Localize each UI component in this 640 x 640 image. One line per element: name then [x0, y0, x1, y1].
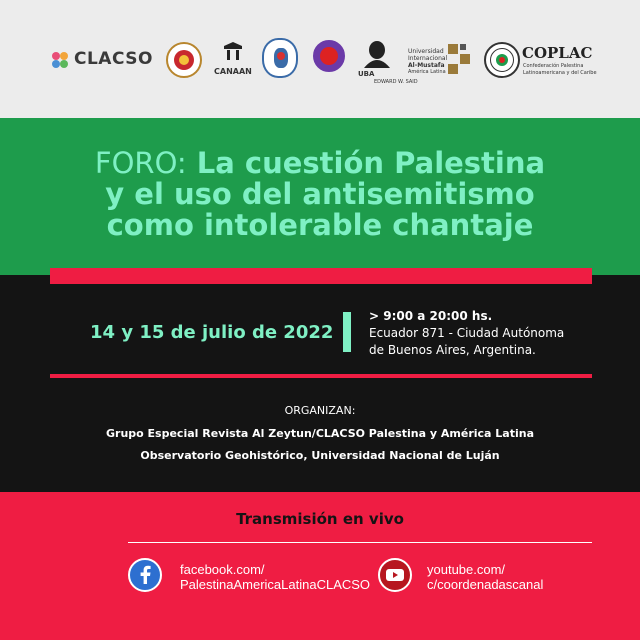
canaan-logo-text: CANAAN	[214, 67, 252, 76]
facebook-link-line-1[interactable]: facebook.com/	[180, 562, 265, 577]
university-seal-logo	[166, 42, 202, 78]
event-address-line-1: Ecuador 871 - Ciudad Autónoma	[369, 326, 565, 340]
live-stream-heading: Transmisión en vivo	[236, 510, 404, 528]
logo-bar	[0, 0, 640, 118]
al-mustafa-line-4: América Latina	[408, 69, 446, 75]
date-separator-bar	[343, 312, 351, 352]
canaan-logo-icon	[222, 42, 244, 62]
event-time: > 9:00 a 20:00 hs.	[369, 309, 493, 323]
top-red-divider	[50, 268, 592, 284]
organizer-line-1: Grupo Especial Revista Al Zeytun/CLACSO Palestina y América Latina	[105, 427, 535, 440]
organizers-heading: ORGANIZAN:	[284, 404, 356, 417]
al-mustafa-line-1: Universidad	[408, 48, 444, 55]
al-mustafa-line-2: Internacional	[408, 55, 448, 62]
bottom-red-divider	[50, 374, 592, 378]
coplac-seal-logo	[484, 42, 520, 78]
forum-label: FORO:	[94, 146, 187, 180]
edward-said-portrait-icon	[362, 40, 392, 68]
facebook-link-line-2[interactable]: PalestinaAmericaLatinaCLACSO	[180, 577, 371, 592]
coplac-logo-text: COPLAC	[522, 44, 593, 62]
youtube-icon[interactable]	[378, 558, 412, 592]
al-mustafa-logo-icon	[446, 42, 472, 76]
title-line-2: y el uso del antisemitismo	[105, 177, 535, 211]
organizer-line-2: Observatorio Geohistórico, Universidad Nacional de Luján	[140, 449, 500, 462]
clacso-logo-text: CLACSO	[74, 49, 153, 69]
youtube-link-line-2[interactable]: c/coordenadascanal	[427, 577, 544, 592]
coplac-sub-line-2: Latinoamericana y del Caribe	[523, 70, 597, 76]
forum-title	[60, 148, 580, 241]
facebook-icon[interactable]	[128, 558, 162, 592]
ch-seal-logo	[313, 40, 345, 72]
coplac-sub-line-1: Confederación Palestina	[523, 63, 584, 69]
edward-said-text: EDWARD W. SAID	[374, 79, 418, 85]
event-date: 14 y 15 de julio de 2022	[90, 322, 334, 343]
uba-logo-text: UBA	[358, 70, 375, 78]
event-address-line-2: de Buenos Aires, Argentina.	[369, 343, 536, 357]
clacso-logo-icon	[50, 50, 70, 70]
youtube-link-line-1[interactable]: youtube.com/	[427, 562, 506, 577]
stream-divider	[128, 542, 592, 543]
title-line-1: La cuestión Palestina	[196, 146, 546, 180]
palestine-emblem-logo	[262, 38, 298, 78]
al-mustafa-line-3: Al-Mustafa	[408, 62, 445, 69]
title-line-3: como intolerable chantaje	[106, 208, 534, 242]
